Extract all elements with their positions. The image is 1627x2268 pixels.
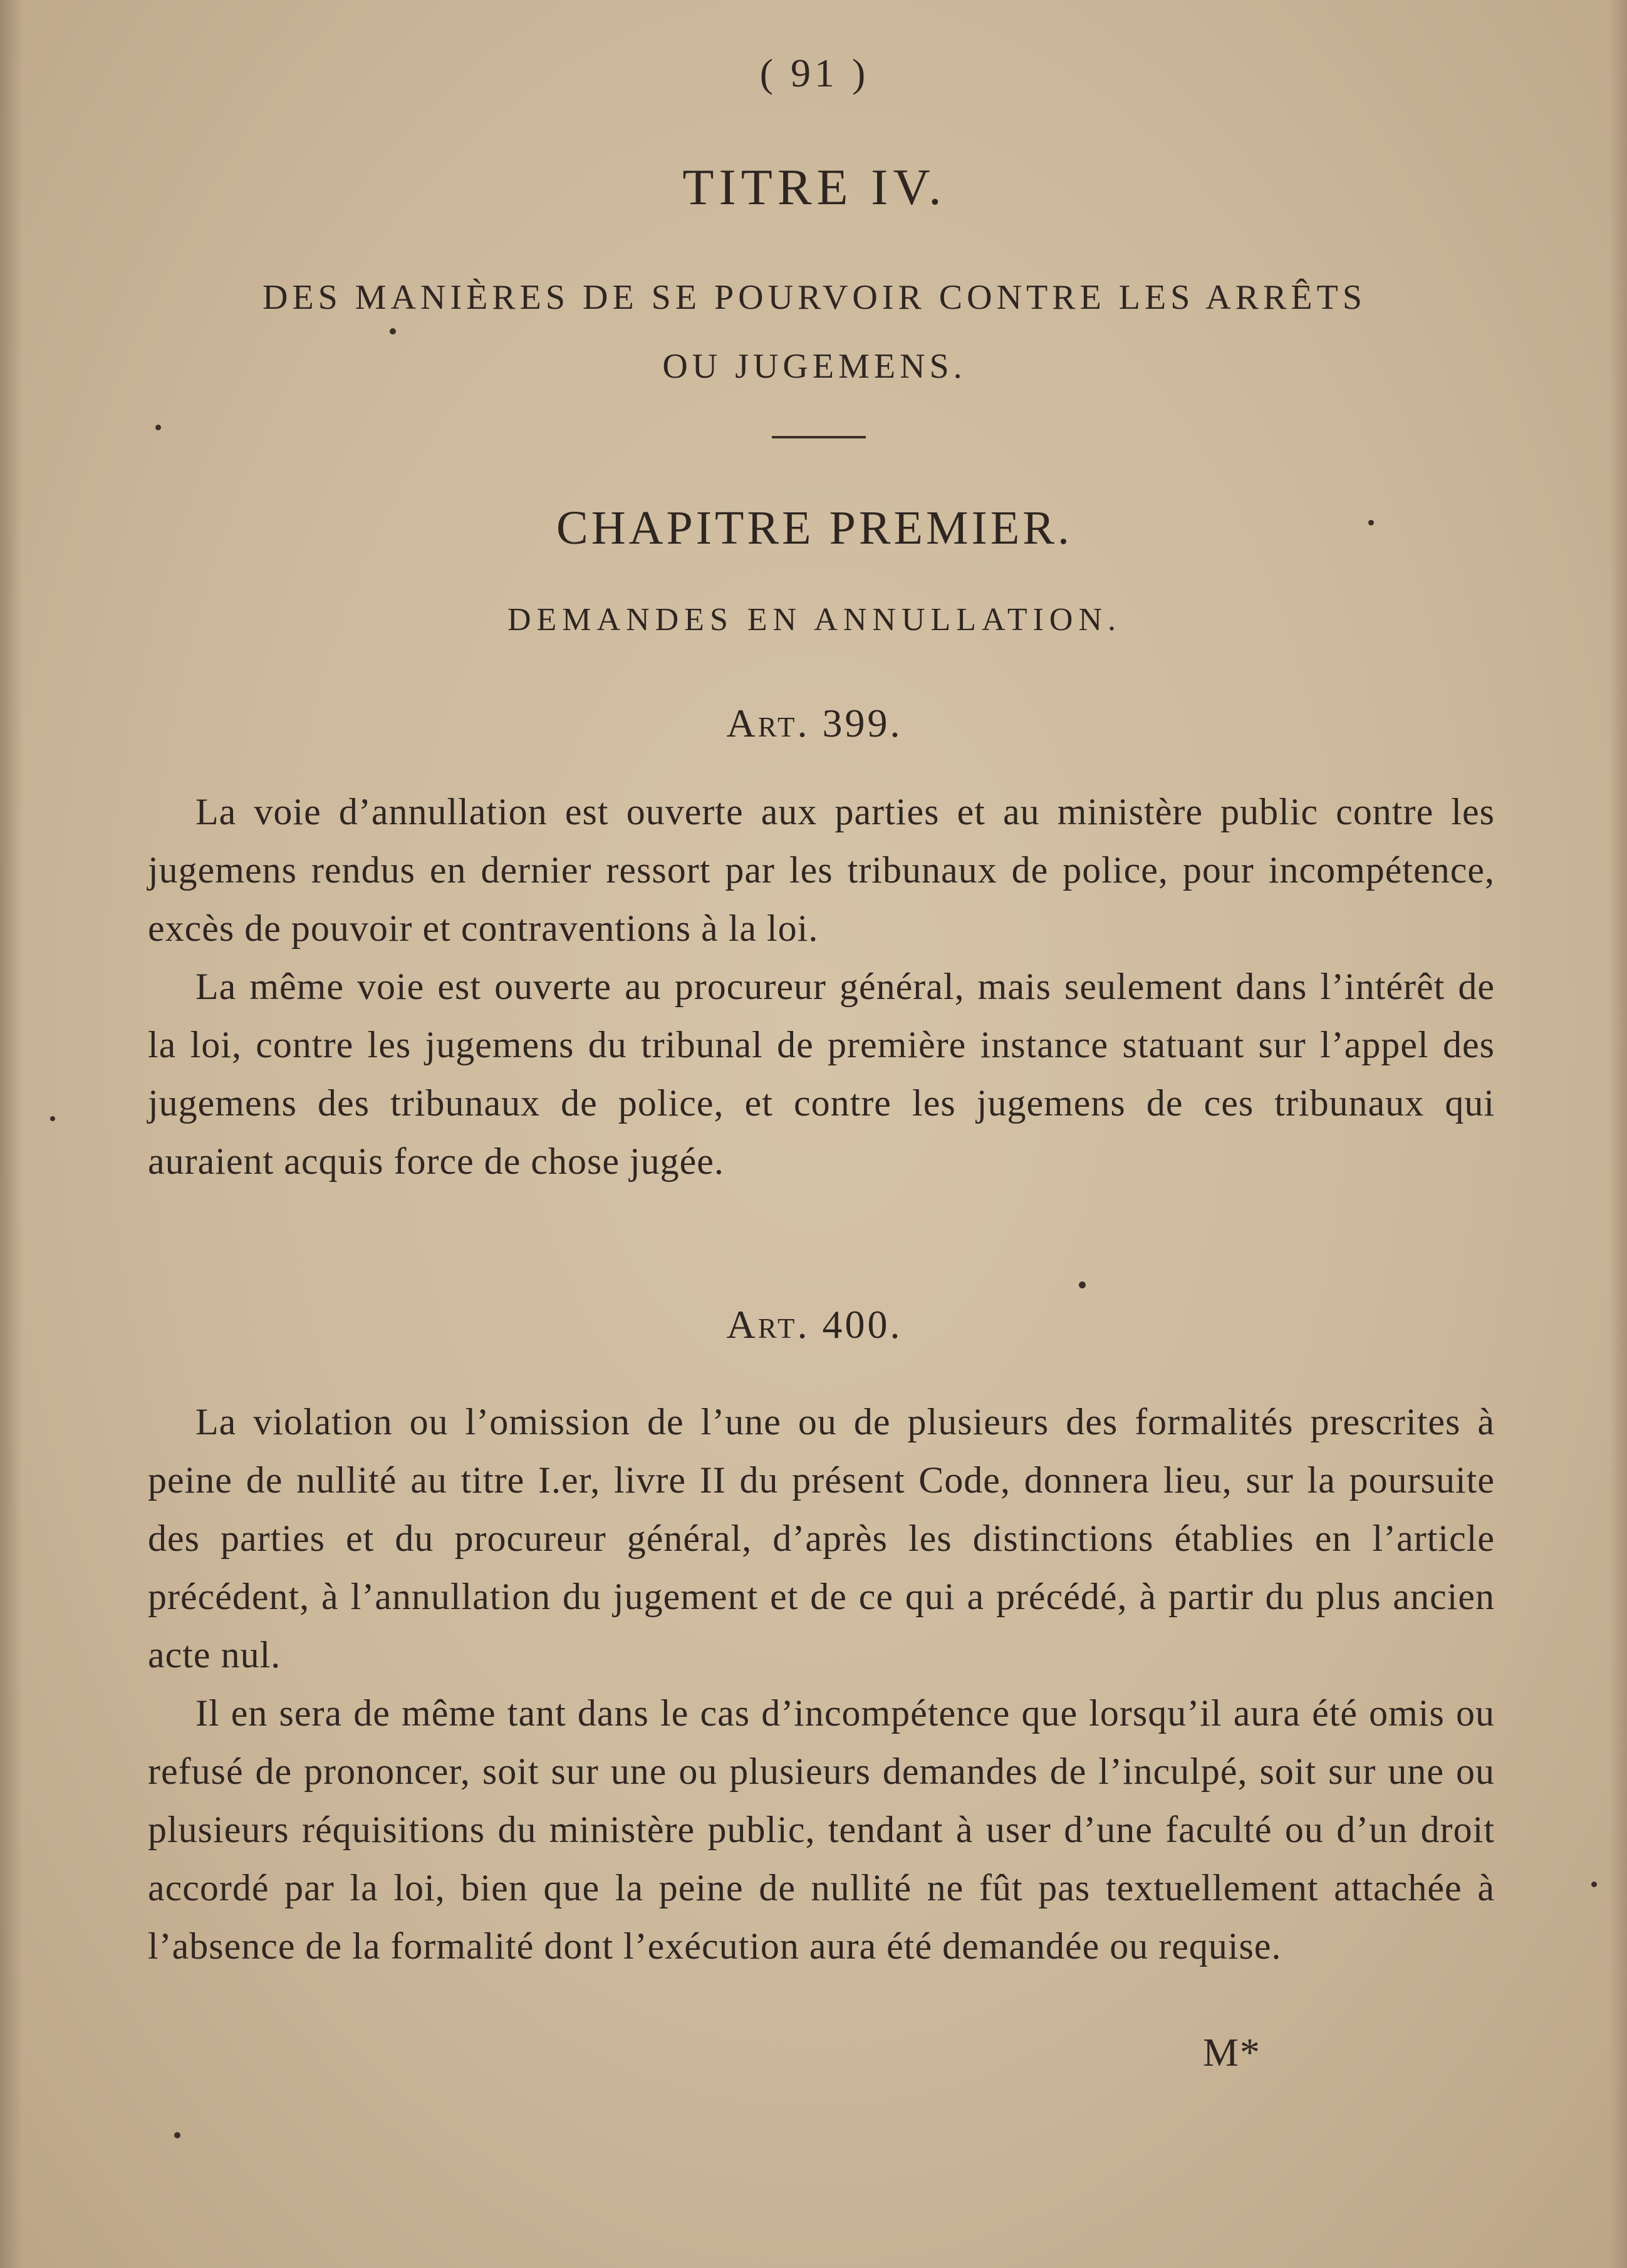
titre-subtitle-line-2: OU JUGEMENS. <box>662 347 967 386</box>
foxing-spot <box>390 328 396 334</box>
section-divider-rule <box>772 436 866 438</box>
foxing-spot <box>174 2132 180 2138</box>
article-399-paragraph-1: La voie d’annullation est ouverte aux parties et au ministère public contre les jugemens rendus en dernier ressort par les tribunaux de police, pour incompétence, excès de pouvoir et contraventions à la loi. <box>148 791 1495 949</box>
article-400-heading: Art. 400. <box>726 1302 903 1347</box>
chapitre-heading: CHAPITRE PREMIER. <box>556 502 1073 554</box>
signature-mark: M* <box>1203 2030 1261 2074</box>
page-left-edge <box>0 0 23 2268</box>
titre-subtitle-line-1: DES MANIÈRES DE SE POURVOIR CONTRE LES ARRÊTS <box>263 278 1366 317</box>
chapitre-subtitle: DEMANDES EN ANNULLATION. <box>507 602 1122 638</box>
titre-subtitle <box>144 263 1485 401</box>
foxing-spot <box>1079 1282 1086 1288</box>
article-399-heading: Art. 399. <box>726 701 903 745</box>
titre-heading: TITRE IV. <box>682 158 947 215</box>
foxing-spot <box>50 1116 55 1121</box>
page-right-edge <box>1609 0 1627 2268</box>
article-399-paragraph-2: La même voie est ouverte au procureur général, mais seulement dans l’intérêt de la loi, contre les jugemens du tribunal de première instance statuant sur l’appel des jugemens des tribunaux de police, et contre les jugemens de ces tribunaux qui auraient acquis force de chose jugée. <box>148 966 1495 1182</box>
article-400-body <box>148 1393 1495 1975</box>
article-400-paragraph-2: Il en sera de même tant dans le cas d’incompétence que lorsqu’il aura été omis ou refusé de prononcer, soit sur une ou plusieurs demandes de l’inculpé, soit sur une ou plusieurs réquisitions du ministère public, tendant à user d’une faculté ou d’un droit accordé par la loi, bien que la peine de nullité ne fût pas textuellement attachée à l’absence de la formalité dont l’exécution aura été demandée ou requise. <box>148 1692 1495 1967</box>
article-400-paragraph-1: La violation ou l’omission de l’une ou de plusieurs des formalités prescrites à peine de nullité au titre I.er, livre II du présent Code, donnera lieu, sur la poursuite des parties et du procureur général, d’après les distinctions établies en l’article précédent, à l’annullation du jugement et de ce qui a précédé, à partir du plus ancien acte nul. <box>148 1401 1495 1675</box>
article-399-body <box>148 783 1495 1191</box>
page-number: ( 91 ) <box>759 51 870 95</box>
foxing-spot <box>1368 520 1374 526</box>
foxing-spot <box>155 425 161 430</box>
foxing-spot <box>1591 1882 1597 1887</box>
